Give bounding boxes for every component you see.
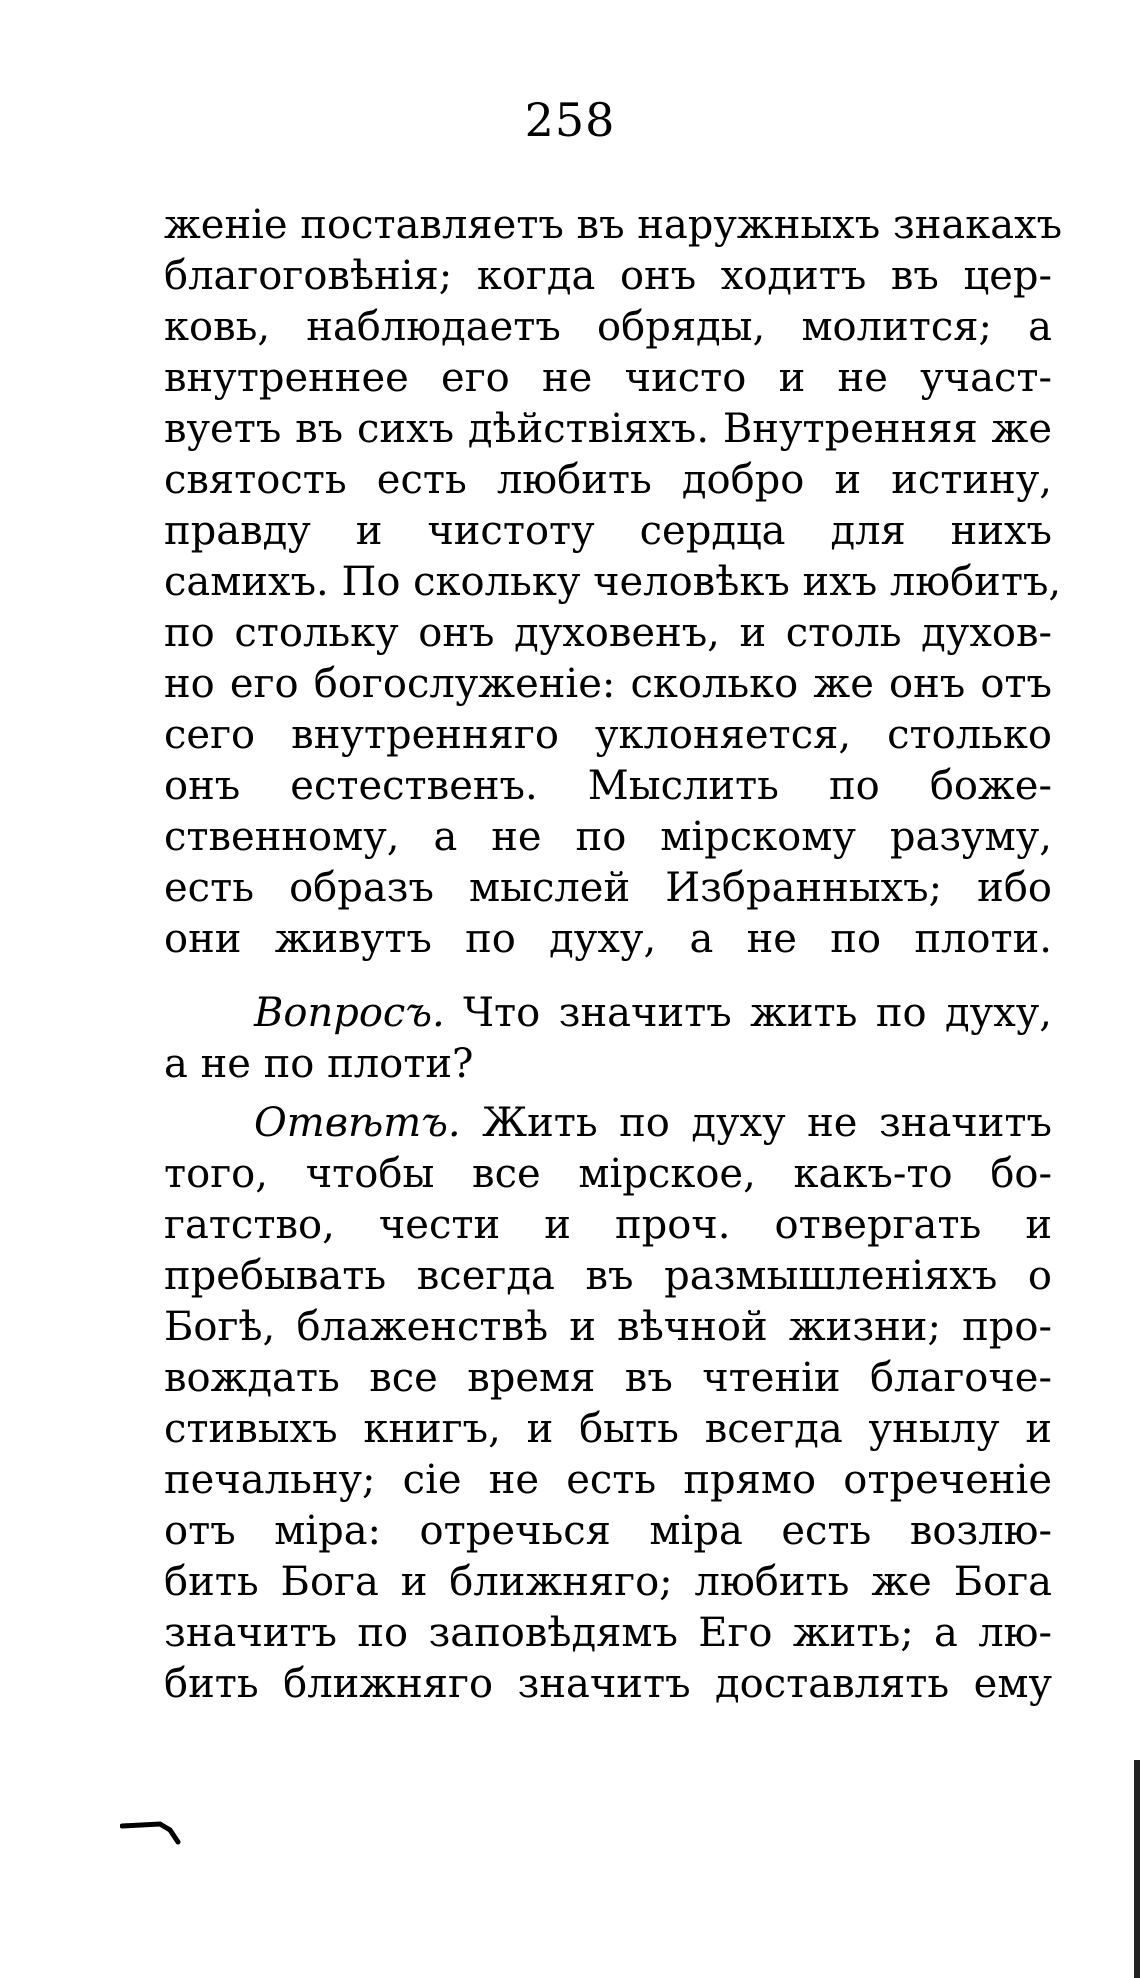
text-line: гатство, чести и проч. отвергать и [164,1202,1052,1248]
question-label: Вопросъ. [254,990,445,1036]
question-line-1 [164,988,1052,1039]
text-line: они живутъ по духу, а не по плоти. [164,916,1052,962]
answer-label: Отвѣтъ. [254,1100,461,1146]
text-line: бить ближняго значитъ доставлять ему [164,1661,1052,1707]
text-line: вуетъ въ сихъ дѣйствіяхъ. Внутренняя же [164,406,1052,452]
answer-text: Жить по духу не значитъ [482,1100,1052,1146]
text-line: вождать все время въ чтеніи благоче- [164,1355,1052,1401]
text-line: самихъ. По скольку человѣкъ ихъ любитъ, [164,559,1062,605]
text-line: по стольку онъ духовенъ, и столь духов- [164,610,1052,656]
question-paragraph [164,988,1052,1090]
text-line: того, чтобы все мірское, какъ-то бо- [164,1151,1052,1197]
text-line: Богѣ, блаженствѣ и вѣчной жизни; про- [164,1304,1052,1350]
page-number: 258 [524,93,616,147]
text-line: внутреннее его не чисто и не участ- [164,355,1052,401]
text-line: пребывать всегда въ размышленіяхъ о [164,1253,1052,1299]
text-line: печальну; сіе не есть прямо отреченіе [164,1457,1052,1503]
text-line: сего внутренняго уклоняется, столько [164,712,1052,758]
text-line: благоговѣнія; когда онъ ходитъ въ цер- [164,253,1052,299]
text-line: женіе поставляетъ въ наружныхъ знакахъ [164,202,1063,248]
text-line: но его богослуженіе: сколько же онъ отъ [164,661,1052,707]
text-line: стивыхъ книгъ, и быть всегда унылу и [164,1406,1052,1452]
text-line: есть образъ мыслей Избранныхъ; ибо [164,865,1052,911]
ink-mark [120,1818,182,1846]
answer-paragraph [164,1098,1052,1710]
page-edge-shadow [1134,1760,1140,1978]
text-line: правду и чистоту сердца для нихъ [164,508,1052,554]
text-line: онъ естественъ. Мыслить по боже- [164,763,1052,809]
text-line: отъ міра: отречься міра есть возлю- [164,1508,1052,1554]
text-line: значитъ по заповѣдямъ Его жить; а лю- [164,1610,1052,1656]
text-line: святость есть любить добро и истину, [164,457,1052,503]
paragraph-1 [164,200,1063,965]
text-line: бить Бога и ближняго; любить же Бога [164,1559,1052,1605]
question-line-2: а не по плоти? [164,1041,474,1087]
question-text: Что значитъ жить по духу, [463,990,1052,1036]
answer-line-1 [164,1098,1052,1149]
text-line: ственному, а не по мірскому разуму, [164,814,1052,860]
text-line: ковь, наблюдаетъ обряды, молится; а [164,304,1052,350]
